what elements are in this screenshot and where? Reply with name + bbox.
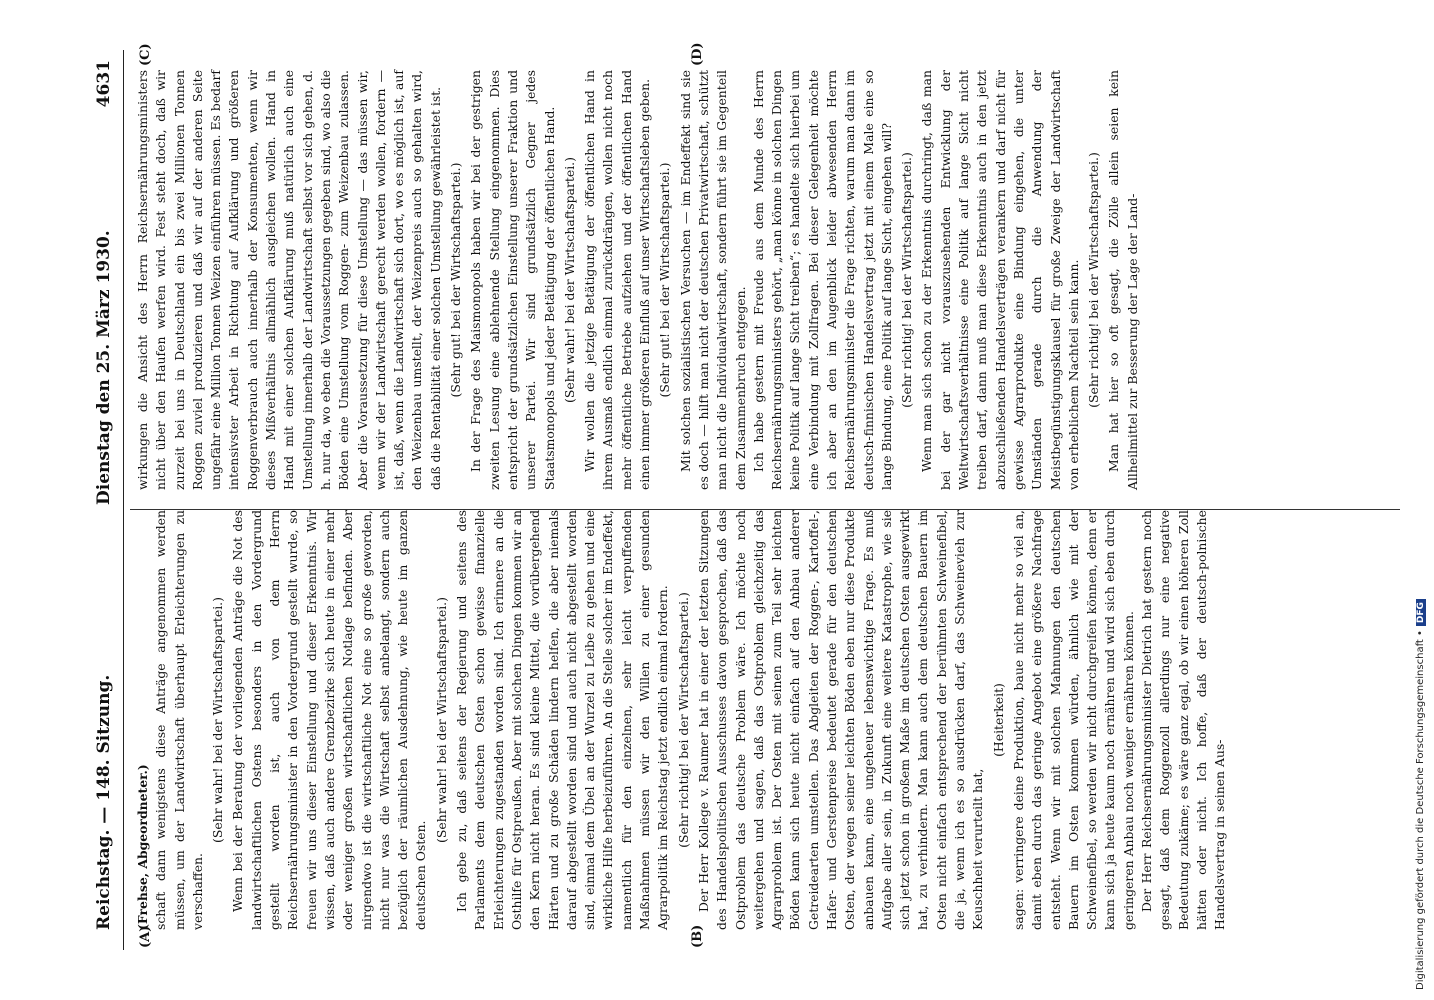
dfg-logo: DFG bbox=[1416, 599, 1426, 626]
marker-b: (B) bbox=[690, 924, 705, 948]
page-number: 4631 bbox=[94, 60, 114, 108]
credit-text: Digitalisierung gefördert durch die Deutsche Forschungsgemeinschaft • bbox=[1415, 630, 1426, 990]
interjection: (Sehr richtig! bei der Wirtschaftspartei.) bbox=[675, 592, 691, 848]
interjection: (Sehr gut! bei der Wirtschaftspartei.) bbox=[448, 162, 464, 398]
paragraph: Man hat hier so oft gesagt, die Zölle allein seien kein Allheilmittel zur Besserung der Lage der Land- bbox=[1106, 70, 1140, 490]
marker-a: (A) bbox=[138, 925, 153, 948]
paragraph: Wir wollen die jetzige Betätigung der öffentlichen Hand in ihrem Ausmaß endlich einmal zurückdrängen, wollen nicht noch mehr öffentliche Betriebe aufziehen und der öffentlichen Hand einen immer größeren Einfluß auf unser Wirtschaftsleben geben. bbox=[582, 70, 653, 490]
header-rule bbox=[123, 50, 124, 950]
interjection: (Sehr richtig! bei der Wirtschaftspartei.) bbox=[1086, 152, 1102, 408]
speaker-label: (Frehse, Abgeordneter.) bbox=[135, 764, 150, 930]
marker-c: (C) bbox=[138, 43, 153, 66]
marker-d: (D) bbox=[690, 42, 705, 66]
rotated-page bbox=[90, 42, 1410, 950]
interjection: (Sehr gut! bei der Wirtschaftspartei.) bbox=[657, 162, 673, 398]
interjection: (Heiterkeit) bbox=[990, 683, 1006, 757]
paragraph: Der Herr Reichsernährungsminister Dietrich hat gestern noch gesagt, daß dem Roggenzoll allerdings nur eine negative Bedeutung zukäme; es wäre ganz egal, ob wir einen höheren Zoll hätten oder nicht. Ich hoffe, daß der deutsch-polnische Handelsvertrag in seinen Aus- bbox=[1139, 510, 1228, 930]
paragraph: Wenn man sich schon zu der Erkenntnis durchringt, daß man bei der gar nicht vorauszusehenden Entwicklung der Weltwirtschaftsverhältnisse eine Politik auf lange Sicht nicht treiben darf, dann muß man diese Erkenntnis auch in den jetzt abzuschließenden Handelsverträgen verankern und darf nicht für gewisse Agrarprodukte eine Bindung eingehen, die unter Umständen gerade durch die Anwendung der Meistbegünstigungsklausel für große Zweige der Landwirtschaft von erheblichem Nachteil sein kann. bbox=[919, 70, 1081, 490]
column-left bbox=[134, 510, 1230, 930]
session-title: Reichstag. — 148. Sitzung. bbox=[94, 674, 114, 930]
paragraph: wirkungen die Ansicht des Herrn Reichsernährungsministers nicht über den Haufen werfen wird. Fest steht doch, daß wir zurzeit bei uns in Deutschland ein bis zwei Millionen Tonnen Roggen zuviel produzieren und daß wir auf der anderen Seite ungefähr eine Million Tonnen Weizen einführen müssen. Es bedarf intensivster Arbeit in Richtung auf Aufklärung und größeren Roggenverbrauch auch innerhalb der Konsumenten, wenn wir dieses Mißverhältnis allmählich ausgleichen wollen. Hand in Hand mit einer solchen Aufklärung muß natürlich auch eine Umstellung innerhalb der Landwirtschaft selbst vor sich gehen, d. h. nur da, wo eben die Voraussetzungen gegeben sind, wo also die Böden eine Umstellung vom Roggen- zum Weizenbau zulassen. Aber die Voraussetzung für diese Umstellung — das müssen wir, wenn wir der Landwirtschaft gerecht werden wollen, fordern — ist, daß, wenn die Landwirtschaft sich dort, wo es möglich ist, auf den Weizenbau umstellt, der Weizenpreis auch so gehalten wird, daß die Rentabilität einer solchen Umstellung gewährleistet ist. bbox=[135, 70, 443, 490]
interjection: (Sehr wahr! bei der Wirtschaftspartei.) bbox=[433, 597, 449, 843]
paragraph: Ich habe gestern mit Freude aus dem Munde des Herrn Reichsernährungsministers gehört, „man könne in solchen Dingen keine Politik auf lange Sicht treiben“; es handelte sich hierbei um eine Verbindung mit Zollfragen. Bei dieser Gelegenheit möchte ich aber an den im Augenblick leider abwesenden Herrn Reichsernährungsminister die Frage richten, warum man dann im deutsch-finnischen Handelsvertrag jetzt mit einem Male eine so lange Bindung, eine Politik auf lange Sicht, eingehen will? bbox=[750, 70, 894, 490]
paragraph: Ich gebe zu, daß seitens der Regierung und seitens des Parlaments dem deutschen Osten schon gewisse finanzielle Erleichterungen zugestanden worden sind. Ich erinnere an die Osthilfe für Ostpreußen. Aber mit solchen Dingen kommen wir an den Kern nicht heran. Es sind kleine Mittel, die vorübergehend Härten und zu große Schäden lindern helfen, die aber niemals darauf abgestellt worden sind und auch nicht abgestellt worden sind, einmal dem Übel an der Wurzel zu Leibe zu gehen und eine wirkliche Hilfe herbeizuführen. An die Stelle solcher im Endeffekt, namentlich für den einzelnen, sehr leicht verpuffenden Maßnahmen müssen wir den Willen zu einer gesunden Agrarpolitik im Reichstag jetzt endlich einmal fordern. bbox=[454, 510, 671, 930]
interjection: (Sehr wahr! bei der Wirtschaftspartei.) bbox=[561, 157, 577, 403]
interjection: (Sehr wahr! bei der Wirtschaftspartei.) bbox=[210, 597, 226, 843]
session-date: Dienstag den 25. März 1930. bbox=[94, 230, 114, 505]
paragraph: sagen: verringere deine Produktion, baue nicht mehr so viel an, damit eben durch das geringe Angebot eine größere Nachfrage entsteht. Wenn wir mit solchen Mahnungen den deutschen Bauern im Osten kommen würden, ähnlich wie mit der Schweinefibel, so werden wir nicht durchgreifen können, denn er kann sich ja heute kaum noch ernähren und wird sich eben durch geringeren Anbau noch weniger ernähren können. bbox=[1010, 510, 1136, 930]
page-header bbox=[90, 50, 124, 950]
digitization-credit bbox=[1415, 599, 1426, 990]
column-right bbox=[134, 70, 1142, 490]
interjection: (Sehr richtig! bei der Wirtschaftspartei.) bbox=[899, 152, 915, 408]
paragraph: schaft dann wenigstens diese Anträge angenommen werden müssen, um der Landwirtschaft überhaupt Erleichterungen zu verschaffen. bbox=[153, 510, 205, 930]
paragraph: Der Herr Kollege v. Raumer hat in einer der letzten Sitzungen des Handelspolitischen Ausschusses davon gesprochen, daß das Ostproblem das deutsche Problem wäre. Ich möchte noch weitergehen und sagen, daß das Ostproblem gleichzeitig das Agrarproblem ist. Der Osten mit seinen zum Teil sehr leichten Böden kann sich heute nicht einfach auf den Anbau anderer Getreidearten umstellen. Das Abgleiten der Roggen-, Kartoffel-, Hafer- und Gerstenpreise bedeutet gerade für den deutschen Osten, der wegen seiner leichten Böden eben nur diese Produkte anbauen kann, eine ungeheuer lebenswichtige Frage. Es muß Aufgabe aller sein, in Zukunft eine weitere Katastrophe, wie sie sich jetzt schon in großem Maße im deutschen Osten ausgewirkt hat, zu verhindern. Man kann auch dem deutschen Bauern im Osten nicht einfach entsprechend der berühmten Schweinefibel, die ja, wenn ich es so ausdrücken darf, das Schweinevieh zur Keuschheit verurteilt hat, bbox=[695, 510, 986, 930]
paragraph: In der Frage des Maismonopols haben wir bei der gestrigen zweiten Lesung eine ablehnende Stellung eingenommen. Dies entspricht der grundsätzlichen Einstellung unserer Fraktion und unserer Partei. Wir sind grundsätzlich Gegner jedes Staatsmonopols und jeder Betätigung der öffentlichen Hand. bbox=[468, 70, 557, 490]
paragraph: Wenn bei der Beratung der vorliegenden Anträge die Not des landwirtschaftlichen Ostens besonders in den Vordergrund gestellt worden ist, auch von dem Herrn Reichsernährungsminister in den Vordergrund gestellt wurde, so freuen wir uns dieser Einstellung und dieser Erkenntnis. Wir wissen, daß auch andere Grenzbezirke sich heute in einer mehr oder weniger großen wirtschaftlichen Notlage befinden. Aber nirgendwo ist die wirtschaftliche Not eine so große geworden, nicht nur was die Wirtschaft selbst anbelangt, sondern auch bezüglich der räumlichen Ausdehnung, wie heute im ganzen deutschen Osten. bbox=[230, 510, 429, 930]
paragraph: Mit solchen sozialistischen Versuchen — im Endeffekt sind sie es doch — hilft man nicht der deutschen Privatwirtschaft, schützt man nicht die Individualwirtschaft, sondern führt sie im Gegenteil dem Zusammenbruch entgegen. bbox=[677, 70, 748, 490]
